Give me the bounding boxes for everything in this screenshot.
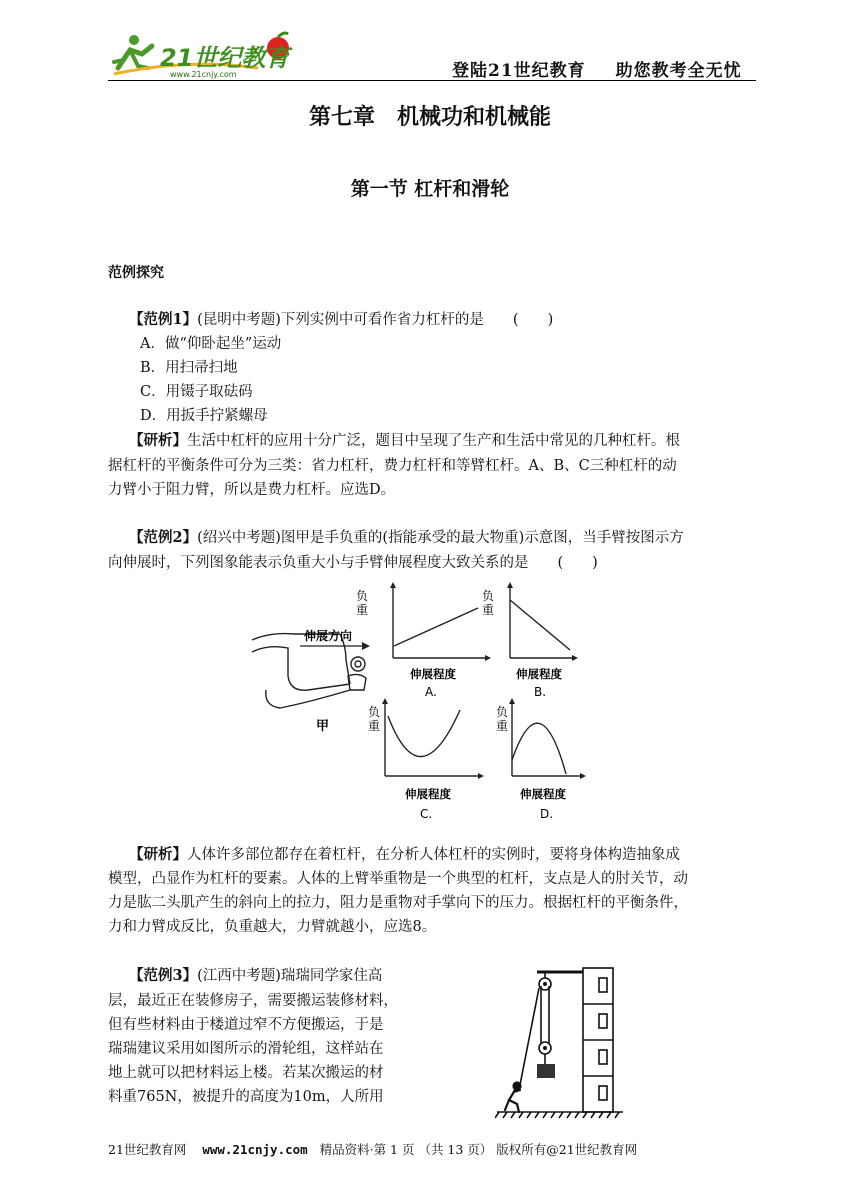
example1-label: 【范例1】 xyxy=(129,311,198,328)
arm-arrow-label: 伸展方向 xyxy=(304,629,353,643)
graph-b-ylabel-bottom: 重 xyxy=(482,603,495,617)
example3-line1: 【范例3】(江西中考题)瑞瑞同学家住高 xyxy=(129,967,383,984)
section-title: 第一节 杠杆和滑轮 xyxy=(350,178,510,200)
graph-c-ylabel-top: 负 xyxy=(368,705,381,719)
example1-text: (昆明中考题)下列实例中可看作省力杠杆的是 ( ) xyxy=(197,312,554,328)
graph-d-label: D. xyxy=(540,807,554,821)
graph-b-ylabel-top: 负 xyxy=(482,589,495,603)
example2-analysis-line2: 模型，凸显作为杠杆的要素。人体的上臂举重物是一个典型的杠杆，支点是人的肘关节，动 xyxy=(108,871,688,887)
chapter-title: 第七章 机械功和机械能 xyxy=(308,105,551,130)
logo-graphic xyxy=(108,28,298,80)
graph-c-label: C. xyxy=(420,807,433,821)
graph-c-curve xyxy=(388,710,460,757)
graph-c-xlabel: 伸展程度 xyxy=(405,787,451,801)
example1-analysis-label: 【研析】 xyxy=(129,432,187,449)
logo-text: 21世纪教育 xyxy=(160,44,290,72)
example2-label: 【范例2】 xyxy=(129,529,198,546)
pulley-building-figure xyxy=(495,962,625,1120)
example3-line3: 但有些材料由于楼道过窄不方便搬运，于是 xyxy=(108,1017,384,1033)
examples-heading: 范例探究 xyxy=(108,265,164,281)
slogan-left: 登陆21世纪教育 xyxy=(452,61,586,81)
example2-analysis-line3: 力是肱二头肌产生的斜向上的拉力，阻力是重物对手掌向下的压力。根据杠杆的平衡条件， xyxy=(108,895,688,911)
example3-label: 【范例3】 xyxy=(129,967,198,984)
example1-option-c: C．用镊子取砝码 xyxy=(140,384,253,400)
example3-line2: 层，最近正在装修房子，需要搬运装修材料， xyxy=(108,993,398,1009)
example2-analysis-label: 【研析】 xyxy=(129,846,187,863)
arm-sketch xyxy=(252,634,366,708)
footer-site: 21世纪教育网 xyxy=(108,1142,187,1157)
graph-a-xlabel: 伸展程度 xyxy=(410,667,456,681)
graph-b-xlabel: 伸展程度 xyxy=(516,667,562,681)
graph-d-xlabel: 伸展程度 xyxy=(520,787,566,801)
graph-b-curve xyxy=(510,600,570,650)
graph-b-label: B. xyxy=(534,685,547,699)
header-slogan xyxy=(452,56,742,81)
header-divider xyxy=(108,80,756,81)
graph-a xyxy=(356,582,491,699)
graph-c-ylabel-bottom: 重 xyxy=(368,719,381,733)
example3-line4: 瑞瑞建议采用如图所示的滑轮组，这样站在 xyxy=(108,1041,384,1057)
example2-question-line2: 向伸展时，下列图象能表示负重大小与手臂伸展程度大致关系的是 ( ) xyxy=(108,555,598,571)
graph-a-curve xyxy=(394,608,478,646)
example1-analysis-line3: 力臂小于阻力臂，所以是费力杠杆。应选D。 xyxy=(108,482,396,498)
example2-analysis-line1: 【研析】人体许多部位都存在着杠杆，在分析人体杠杆的实例时，要将身体构造抽象成 xyxy=(129,846,680,863)
example1-option-d: D．用扳手拧紧螺母 xyxy=(140,408,268,424)
example1-option-b: B．用扫帚扫地 xyxy=(140,360,238,376)
extension-arrow xyxy=(300,642,370,650)
footer-url[interactable]: www.21cnjy.com xyxy=(202,1142,308,1157)
slogan-right: 助您教考全无忧 xyxy=(615,61,742,81)
example2-analysis-line4: 力和力臂成反比，负重越大，力臂就越小，应选8。 xyxy=(108,919,437,935)
graph-a-ylabel-bottom: 重 xyxy=(356,603,369,617)
example1-question xyxy=(129,308,553,332)
logo-url: www.21cnjy.com xyxy=(170,70,237,79)
arm-load-figure xyxy=(250,580,590,825)
graph-c xyxy=(368,698,484,821)
site-logo[interactable] xyxy=(108,28,298,80)
graph-b xyxy=(482,582,578,699)
graph-d xyxy=(496,698,586,821)
example2-question-line1: 【范例2】(绍兴中考题)图甲是手负重的(指能承受的最大物重)示意图，当手臂按图示方 xyxy=(129,529,684,546)
example1-analysis-line1: 【研析】生活中杠杆的应用十分广泛，题目中呈现了生产和生活中常见的几种杠杆。根 xyxy=(129,432,680,449)
graph-a-label: A. xyxy=(425,685,437,699)
graph-d-curve xyxy=(512,723,566,774)
example3-line6: 料重765N，被提升的高度为10m，人所用 xyxy=(108,1089,384,1105)
graph-a-ylabel-top: 负 xyxy=(356,589,369,603)
arm-caption: 甲 xyxy=(316,719,330,734)
example1-analysis-line2: 据杠杆的平衡条件可分为三类：省力杠杆，费力杠杆和等臂杠杆。A、B、C三种杠杆的动 xyxy=(108,458,677,474)
example3-line5: 地上就可以把材料运上楼。若某次搬运的材 xyxy=(108,1065,384,1081)
page-footer xyxy=(108,1140,637,1158)
graph-d-ylabel-top: 负 xyxy=(496,705,509,719)
example1-option-a: A．做“仰卧起坐”运动 xyxy=(140,336,282,352)
footer-page-info: 精品资料·第 1 页 （共 13 页） 版权所有@21世纪教育网 xyxy=(319,1142,638,1157)
graph-d-ylabel-bottom: 重 xyxy=(496,719,509,733)
